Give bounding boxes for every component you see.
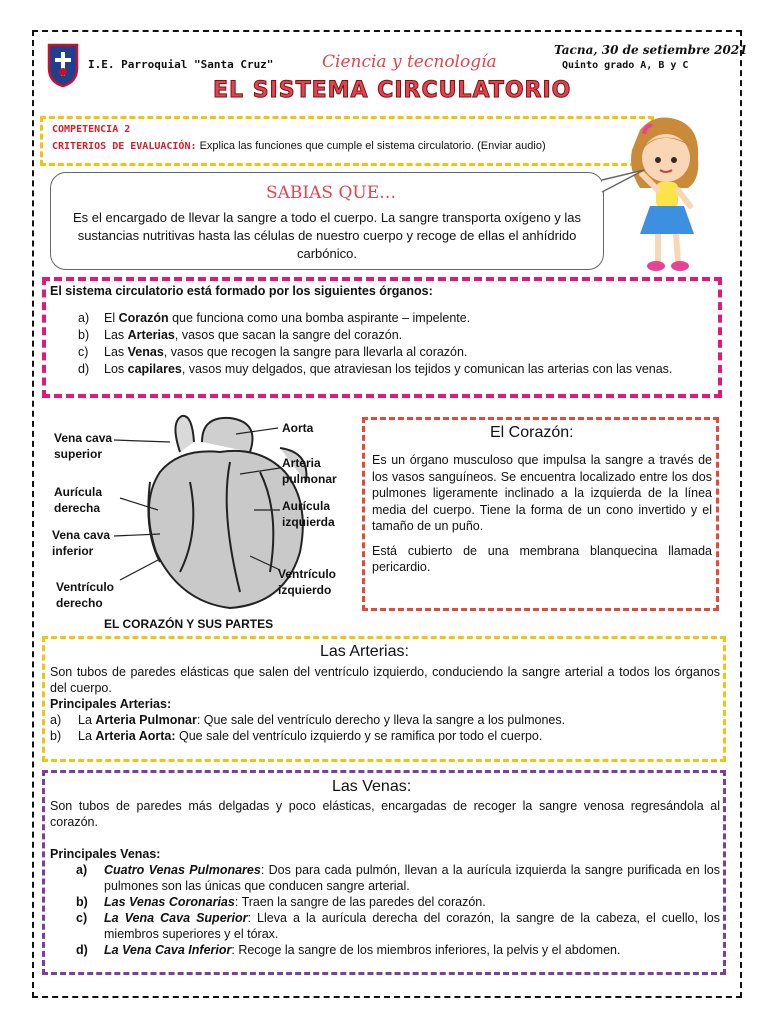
grade-text: Quinto grado A, B y C xyxy=(562,60,689,71)
corazon-title: El Corazón: xyxy=(490,424,574,441)
criteria-line xyxy=(52,140,546,152)
list-item: a) Cuatro Venas Pulmonares: Dos para cada pulmón, llevan a la aurícula izquierda la sangre purificada en los pulmones son las únicas que conducen sangre arterial. xyxy=(76,863,720,893)
corazon-text xyxy=(372,452,712,576)
corazon-paragraph-1: Es un órgano musculoso que impulsa la sangre a través de los vasos sanguíneos. Se encuentra localizado entre los dos pulmones ligeramente inclinado a la izquierda de la línea media del cuerpo. Tiene la forma de un cono invertido y el tamaño de un puño. xyxy=(372,453,712,533)
venas-text: Son tubos de paredes más delgadas y poco elásticas, encargadas de recoger la sangre venosa regresándola al corazón. xyxy=(50,799,720,829)
heart-caption: EL CORAZÓN Y SUS PARTES xyxy=(104,617,274,631)
label-auricula-derecha: Aurícula derecha xyxy=(54,485,103,515)
organs-list xyxy=(50,310,720,378)
list-item: c) Las Venas, vasos que recogen la sangre para llevarla al corazón. xyxy=(78,345,468,359)
date-text: Tacna, 30 de setiembre 2021 xyxy=(554,43,748,57)
competencia-label: COMPETENCIA 2 xyxy=(52,124,131,135)
label-auricula-izquierda: Aurícula izquierda xyxy=(282,499,335,529)
label-vena-cava-inferior: Vena cava inferior xyxy=(52,528,111,558)
arterias-section xyxy=(50,664,720,744)
subject-title: Ciencia y tecnología xyxy=(322,52,497,72)
venas-title: Las Venas: xyxy=(332,778,412,795)
label-ventriculo-derecho: Ventrículo derecho xyxy=(56,580,115,610)
label-arteria-pulmonar: Arteria pulmonar xyxy=(282,456,337,486)
school-crest-icon xyxy=(46,42,80,88)
arterias-title: Las Arterias: xyxy=(320,643,409,660)
venas-principal-label: Principales Venas: xyxy=(50,847,161,861)
list-item: c) La Vena Cava Superior: Lleva a la aurícula derecha del corazón, la sangre de la cabeza, el cuello, los miembros superiores y el tórax. xyxy=(76,911,720,941)
sabias-text: Es el encargado de llevar la sangre a todo el cuerpo. La sangre transporta oxígeno y las sustancias nutritivas hasta las células de nuestro cuerpo y recoge de ellas el anhídrido carbónico. xyxy=(72,210,582,261)
label-aorta: Aorta xyxy=(282,421,314,435)
label-ventriculo-izquierdo: Ventrículo izquierdo xyxy=(278,567,337,597)
list-item: d) Los capilares, vasos muy delgados, que atraviesan los tejidos y comunican las arterias con las venas. xyxy=(78,362,673,376)
criteria-text: Explica las funciones que cumple el sistema circulatorio. (Enviar audio) xyxy=(199,140,546,152)
arterias-text: Son tubos de paredes elásticas que salen del ventrículo izquierdo, conduciendo la sangre arterial a todos los órganos del cuerpo. xyxy=(50,665,720,695)
school-name: I.E. Parroquial "Santa Cruz" xyxy=(88,58,274,71)
criteria-label: CRITERIOS DE EVALUACIÓN: xyxy=(52,141,197,152)
list-item: a) El Corazón que funciona como una bomba aspirante – impelente. xyxy=(78,311,471,325)
page-title: EL SISTEMA CIRCULATORIO xyxy=(213,78,572,103)
sabias-title: SABIAS QUE… xyxy=(266,183,397,203)
arterias-principal-label: Principales Arterias: xyxy=(50,697,172,711)
list-item: a) La Arteria Pulmonar: Que sale del ventrículo derecho y lleva la sangre a los pulmones. xyxy=(50,713,566,727)
label-vena-cava-superior: Vena cava superior xyxy=(54,431,113,461)
list-item: b) Las Venas Coronarias: Traen la sangre de las paredes del corazón. xyxy=(76,895,486,909)
corazon-paragraph-2: Está cubierto de una membrana blanquecina llamada pericardio. xyxy=(372,543,712,574)
speech-pointer xyxy=(600,168,646,198)
list-item: b) La Arteria Aorta: Que sale del ventrículo izquierdo y se ramifica por todo el cuerpo. xyxy=(50,729,543,743)
list-item: d) La Vena Cava Inferior: Recoge la sangre de los miembros inferiores, la pelvis y el abdomen. xyxy=(76,943,621,957)
venas-section xyxy=(50,798,720,958)
organs-intro: El sistema circulatorio está formado por los siguientes órganos: xyxy=(50,284,433,298)
list-item: b) Las Arterias, vasos que sacan la sangre del corazón. xyxy=(78,328,403,342)
